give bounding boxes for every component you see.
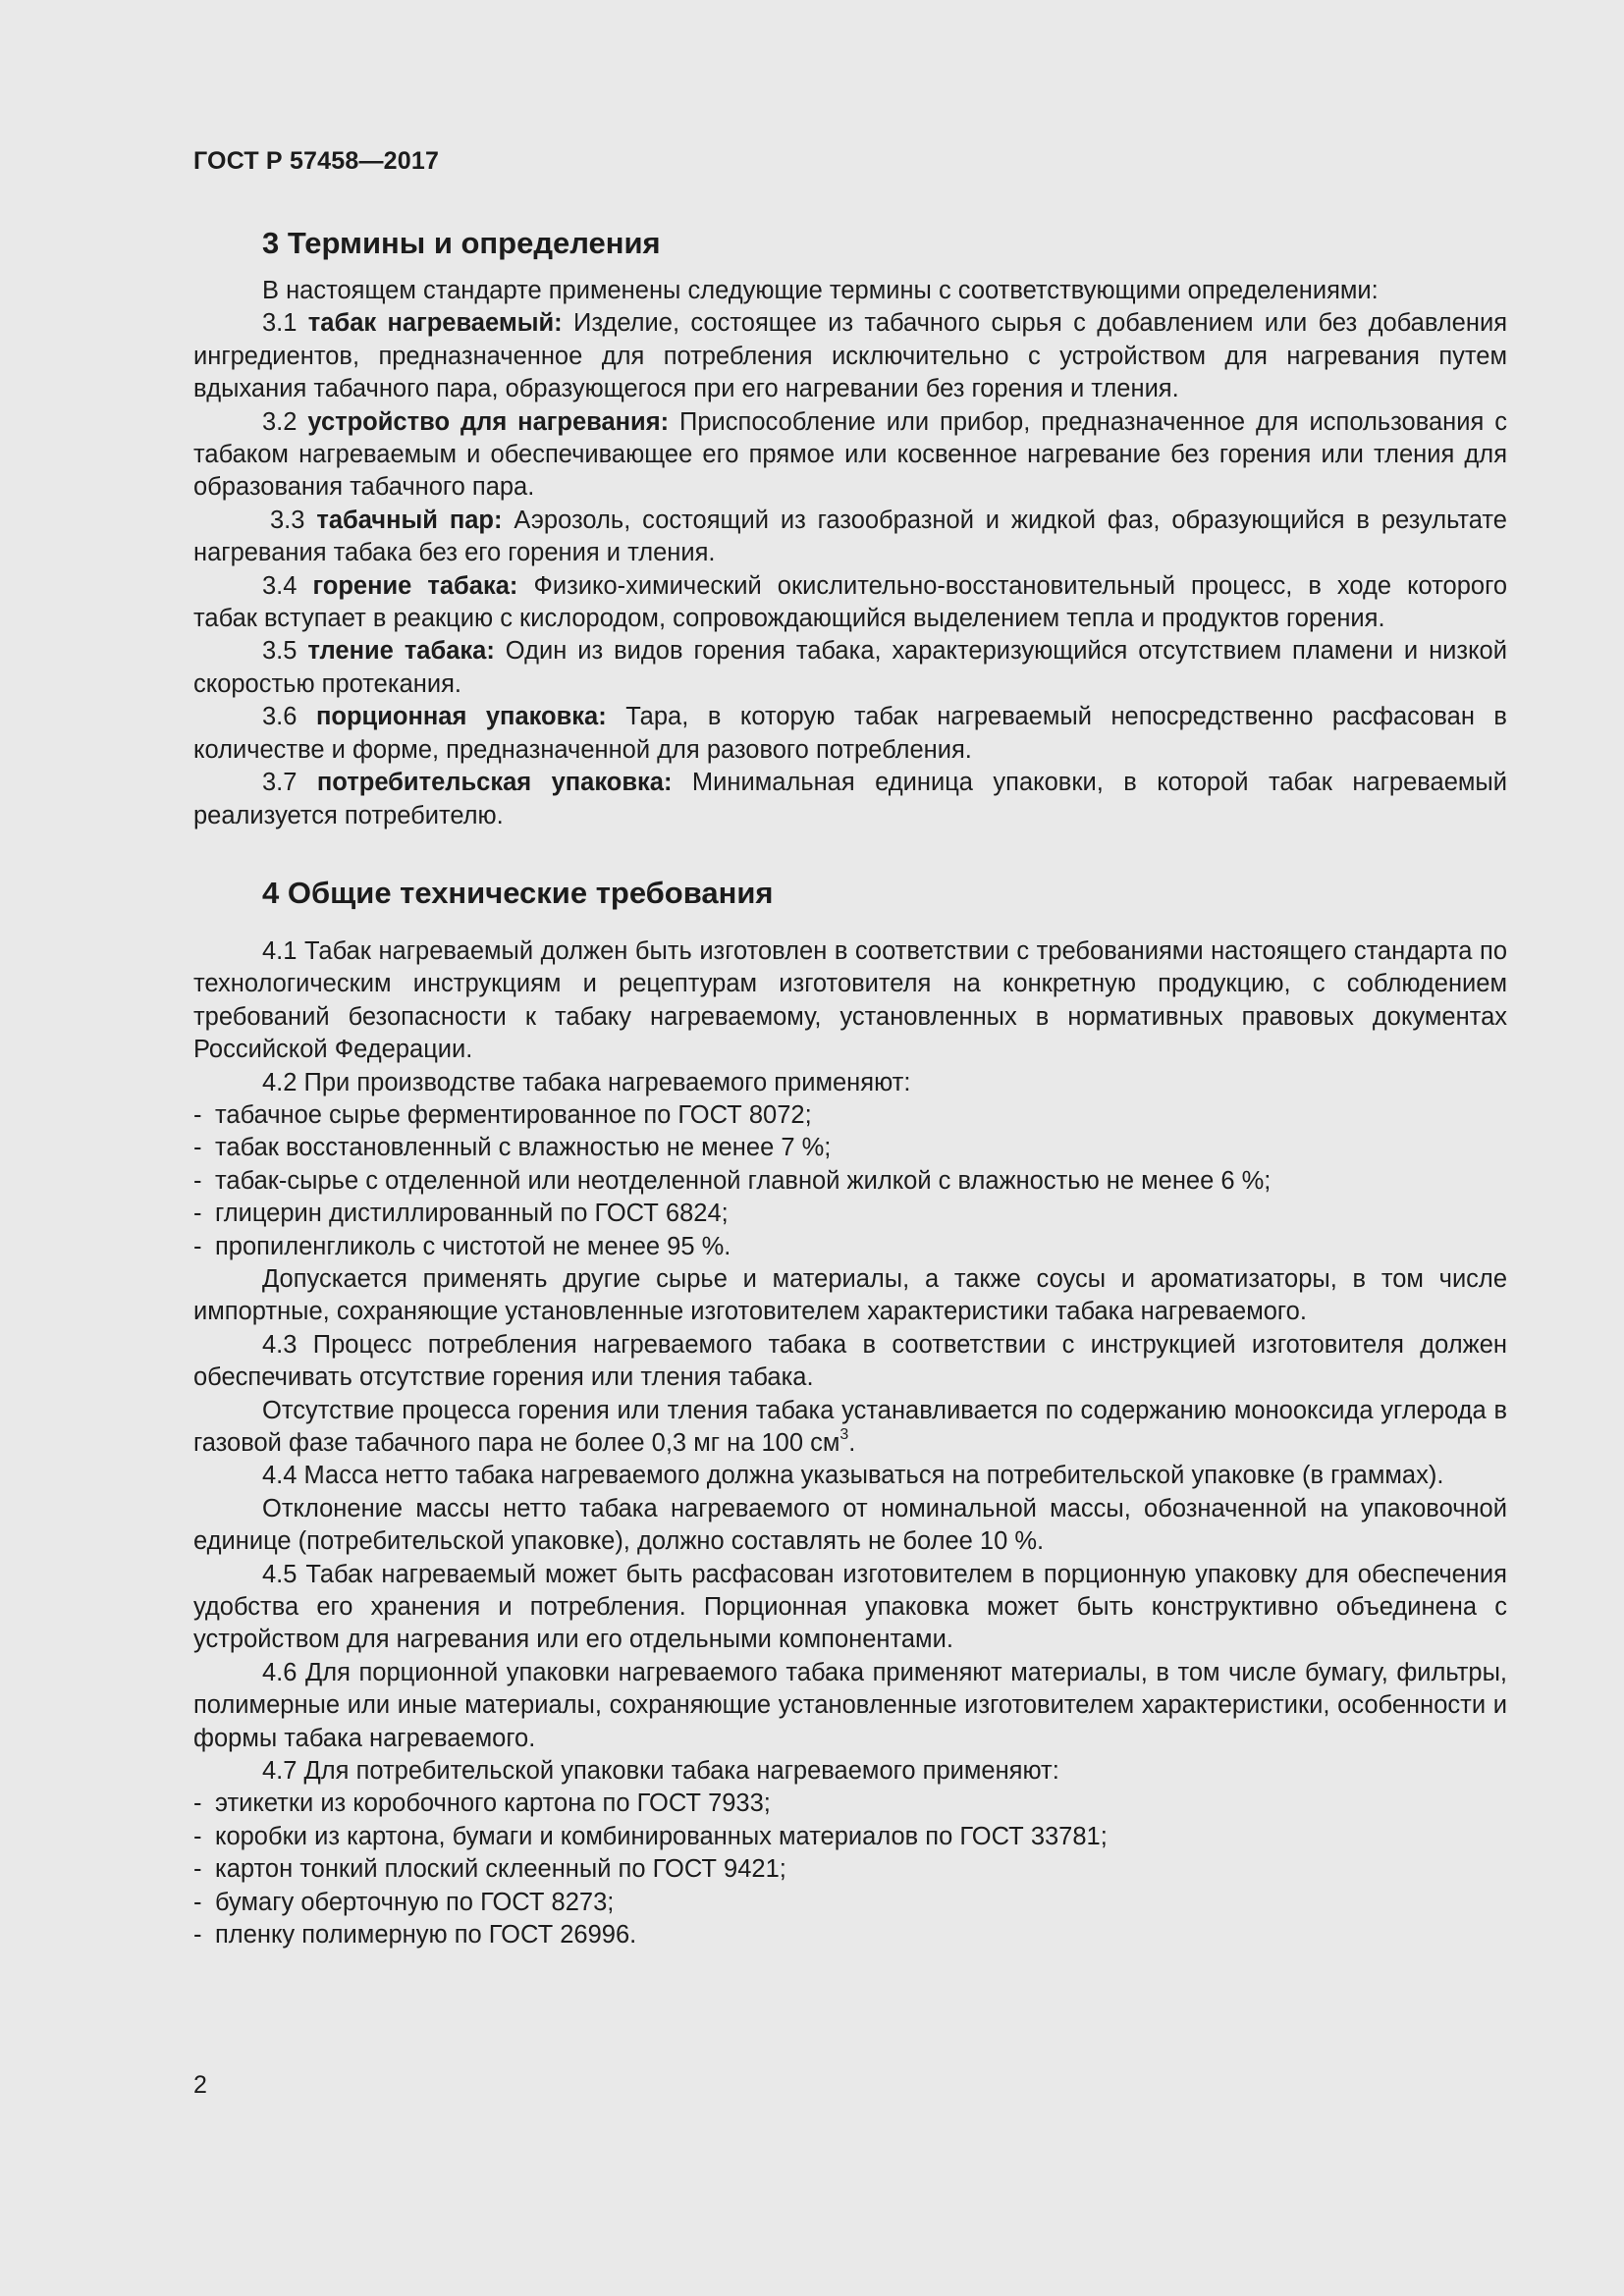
dash-marker: - — [193, 1888, 202, 1916]
list-item — [193, 1853, 1507, 1886]
term-number: 3.6 — [262, 703, 298, 731]
section-3-title: 3 Термины и определения — [262, 226, 661, 260]
section-3-intro: В настоящем стандарте применены следующие термины с соответствующими определениями: — [262, 277, 1379, 304]
list-item-text: табак-сырье с отделенной или неотделенной главной жилкой с влажностью не менее 6 %; — [215, 1166, 1272, 1195]
dash-marker: - — [193, 1232, 202, 1260]
section-4-title: 4 Общие технические требования — [262, 875, 774, 910]
list-item — [193, 1919, 1507, 1951]
paragraph-4-6: 4.6 Для порционной упаковки нагреваемого табака применяют материалы, в том числе бумагу, фильтры, полимерные или иные материалы, сохраняющие установленные изготовителем характеристики, особенности и формы табака нагреваемого. — [193, 1658, 1507, 1752]
list-item-text: пленку полимерную по ГОСТ 26996. — [215, 1921, 637, 1949]
term-3-6 — [193, 701, 1507, 767]
list-item — [193, 1821, 1507, 1853]
list-item-text: глицерин дистиллированный по ГОСТ 6824; — [215, 1200, 729, 1228]
term-name: горение табака: — [312, 571, 518, 600]
term-3-5 — [193, 635, 1507, 701]
list-item — [193, 1788, 1507, 1820]
term-name: табачный пар: — [316, 506, 503, 534]
list-item-text: табачное сырье ферментированное по ГОСТ 8072; — [215, 1100, 812, 1129]
list-item-text: коробки из картона, бумаги и комбинированных материалов по ГОСТ 33781; — [215, 1822, 1108, 1850]
term-definition: Физико-химический окислительно-восстановительный процесс, в ходе которого табак вступает в реакцию с кислородом, сопровождающийся выделением тепла и продуктов горения. — [193, 571, 1507, 633]
list-item — [193, 1165, 1507, 1198]
paragraph-4-5: 4.5 Табак нагреваемый может быть расфасован изготовителем в порционную упаковку для обеспечения удобства его хранения и потребления. Порционная упаковка может быть конструктивно объединена с устройством для нагревания или его отдельными компонентами. — [193, 1560, 1507, 1654]
term-3-7 — [193, 767, 1507, 832]
paragraph-4-7: 4.7 Для потребительской упаковки табака нагреваемого применяют: — [262, 1757, 1059, 1786]
term-name: потребительская упаковка: — [316, 769, 673, 797]
page-number: 2 — [193, 2071, 207, 2099]
term-number: 3.5 — [262, 637, 298, 666]
term-name: табак нагреваемый: — [307, 309, 563, 338]
paragraph-4-1: 4.1 Табак нагреваемый должен быть изготовлен в соответствии с требованиями настоящего стандарта по технологическим инструкциям и рецептурам изготовителя на конкретную продукцию, с соблюдением требований безопасности к табаку нагреваемому, установленных в нормативных правовых документах Российской Федерации. — [193, 936, 1507, 1064]
term-3-4 — [193, 570, 1507, 636]
term-number: 3.1 — [262, 309, 298, 338]
term-definition: Тара, в которую табак нагреваемый непосредственно расфасован в количестве и форме, предназначенной для разового потребления. — [193, 703, 1507, 764]
dash-marker: - — [193, 1100, 202, 1129]
dash-marker: - — [193, 1822, 202, 1850]
list-item-text: картон тонкий плоский склеенный по ГОСТ 9421; — [215, 1855, 786, 1884]
list-item — [193, 1099, 1507, 1132]
dash-marker: - — [193, 1855, 202, 1884]
list-item — [193, 1887, 1507, 1919]
term-name: порционная упаковка: — [315, 703, 607, 731]
term-3-3 — [193, 505, 1507, 570]
document-body — [193, 224, 1507, 1952]
list-item-text: табак восстановленный с влажностью не менее 7 %; — [215, 1134, 832, 1162]
list-item-text: бумагу оберточную по ГОСТ 8273; — [215, 1888, 615, 1916]
list-item-text: этикетки из коробочного картона по ГОСТ 7933; — [215, 1789, 771, 1818]
list-item-text: пропиленгликоль с чистотой не менее 95 %. — [215, 1232, 731, 1260]
term-number: 3.4 — [262, 571, 298, 600]
term-3-2 — [193, 406, 1507, 505]
paragraph-text: Отсутствие процесса горения или тления табака устанавливается по содержанию монооксида углерода в газовой фазе табачного пара не более 0,3 мг на 100 см — [193, 1396, 1507, 1457]
term-definition: Приспособление или прибор, предназначенное для использования с табаком нагреваемым и обеспечивающее его прямое или косвенное нагревание без горения или тления для образования табачного пара. — [193, 407, 1507, 502]
dash-marker: - — [193, 1921, 202, 1949]
paragraph-4-4: 4.4 Масса нетто табака нагреваемого должна указываться на потребительской упаковке (в граммах). — [262, 1462, 1444, 1490]
term-number: 3.2 — [262, 407, 298, 436]
term-number: 3.7 — [262, 769, 298, 797]
superscript: 3 — [839, 1426, 849, 1443]
list-item — [193, 1198, 1507, 1230]
term-definition: Один из видов горения табака, характеризующийся отсутствием пламени и низкой скоростью протекания. — [193, 637, 1507, 698]
term-number: 3.3 — [270, 506, 305, 534]
term-name: устройство для нагревания: — [307, 407, 670, 436]
list-item — [193, 1231, 1507, 1263]
paragraph-end: . — [848, 1429, 856, 1457]
dash-marker: - — [193, 1166, 202, 1195]
list-item — [193, 1132, 1507, 1164]
paragraph-4-2-note: Допускается применять другие сырье и материалы, а также соусы и ароматизаторы, в том числе импортные, сохраняющие установленные изготовителем характеристики табака нагреваемого. — [193, 1264, 1507, 1326]
term-definition: Минимальная единица упаковки, в которой табак нагреваемый реализуется потребителю. — [193, 769, 1507, 829]
dash-marker: - — [193, 1789, 202, 1818]
paragraph-4-3: 4.3 Процесс потребления нагреваемого табака в соответствии с инструкцией изготовителя должен обеспечивать отсутствие горения или тления табака. — [193, 1330, 1507, 1392]
document-header: ГОСТ Р 57458—2017 — [193, 147, 440, 175]
dash-marker: - — [193, 1200, 202, 1228]
paragraph-4-4-note: Отклонение массы нетто табака нагреваемого от номинальной массы, обозначенной на упаковочной единице (потребительской упаковке), должно составлять не более 10 %. — [193, 1494, 1507, 1556]
term-name: тление табака: — [307, 637, 495, 666]
term-definition: Изделие, состоящее из табачного сырья с добавлением или без добавления ингредиентов, предназначенное для потребления исключительно с устройством для нагревания путем вдыхания табачного пара, образующегося при его нагревании без горения и тления. — [193, 309, 1508, 403]
paragraph-4-2: 4.2 При производстве табака нагреваемого применяют: — [262, 1068, 911, 1096]
term-definition: Аэрозоль, состоящий из газообразной и жидкой фаз, образующийся в результате нагревания табака без его горения и тления. — [193, 506, 1507, 567]
term-3-1 — [193, 307, 1507, 405]
dash-marker: - — [193, 1134, 202, 1162]
paragraph-4-3-note — [193, 1395, 1507, 1461]
